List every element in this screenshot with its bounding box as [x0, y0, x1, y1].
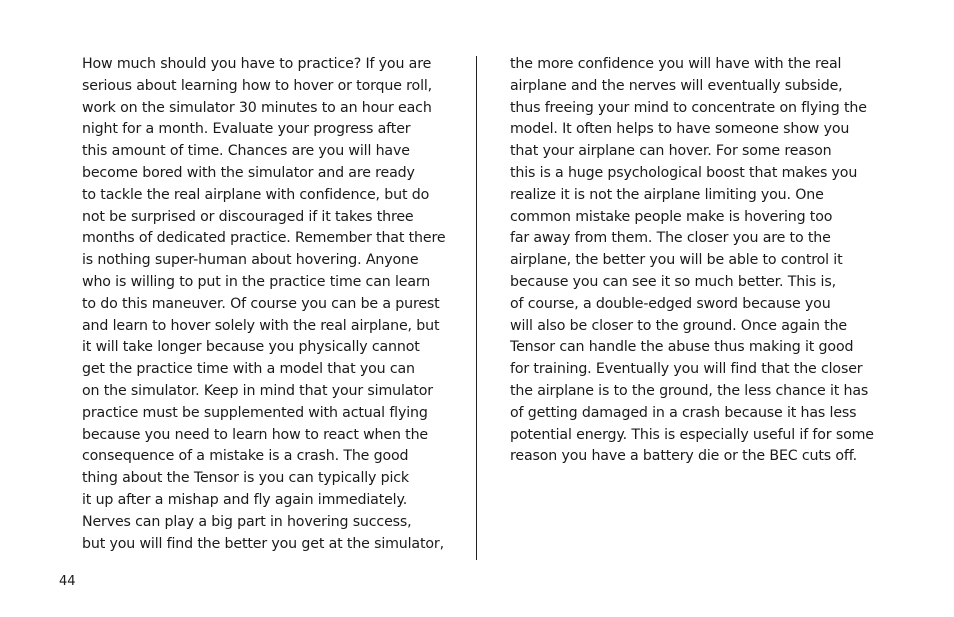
text-line: to tackle the real airplane with confidence, but do — [82, 186, 430, 203]
text-line: that your airplane can hover. For some reason — [510, 143, 832, 160]
text-line: it will take longer because you physically cannot — [82, 339, 420, 356]
text-line: the more confidence you will have with the real — [510, 56, 842, 72]
text-line: is nothing super-human about hovering. Anyone — [82, 252, 419, 269]
text-line: Nerves can play a big part in hovering success, — [82, 513, 412, 530]
text-line: but you will find the better you get at the simulator, — [82, 535, 444, 552]
text-line: on the simulator. Keep in mind that your simulator — [82, 382, 433, 399]
text-line: practice must be supplemented with actual flying — [82, 404, 428, 421]
text-line: Tensor can handle the abuse thus making it good — [510, 339, 854, 356]
left-text-column — [82, 54, 446, 555]
text-line: airplane, the better you will be able to control it — [510, 252, 843, 269]
text-line: How much should you have to practice? If you are — [82, 56, 432, 72]
text-line: airplane and the nerves will eventually subside, — [510, 77, 843, 94]
text-line: it up after a mishap and fly again immediately. — [82, 491, 408, 508]
right-text-column — [510, 54, 874, 468]
text-line: to do this maneuver. Of course you can be a purest — [82, 295, 440, 312]
text-line: become bored with the simulator and are ready — [82, 164, 415, 181]
text-line: thing about the Tensor is you can typically pick — [82, 470, 410, 487]
text-line: common mistake people make is hovering too — [510, 208, 833, 225]
text-line: of getting damaged in a crash because it has less — [510, 404, 857, 421]
text-line: the airplane is to the ground, the less chance it has — [510, 382, 869, 399]
text-line: will also be closer to the ground. Once again the — [510, 317, 848, 334]
column-divider — [476, 56, 477, 560]
text-line: model. It often helps to have someone show you — [510, 121, 850, 138]
text-line: months of dedicated practice. Remember that there — [82, 230, 446, 247]
text-line: thus freeing your mind to concentrate on flying the — [510, 99, 867, 116]
text-line: this is a huge psychological boost that makes you — [510, 164, 858, 181]
text-line: night for a month. Evaluate your progress after — [82, 121, 411, 138]
text-line: work on the simulator 30 minutes to an hour each — [82, 99, 432, 116]
page-number: 44 — [59, 574, 76, 589]
text-line: for training. Eventually you will find that the closer — [510, 361, 863, 378]
text-line: who is willing to put in the practice time can learn — [82, 273, 431, 290]
text-line: potential energy. This is especially useful if for some — [510, 426, 874, 443]
text-line: because you need to learn how to react when the — [82, 426, 429, 443]
text-line: not be surprised or discouraged if it takes three — [82, 208, 414, 225]
text-line: and learn to hover solely with the real airplane, but — [82, 317, 440, 334]
text-line: serious about learning how to hover or torque roll, — [82, 77, 433, 94]
text-line: this amount of time. Chances are you will have — [82, 143, 410, 160]
text-line: reason you have a battery die or the BEC cuts off. — [510, 448, 857, 465]
text-line: get the practice time with a model that you can — [82, 361, 415, 378]
text-line: realize it is not the airplane limiting you. One — [510, 186, 824, 203]
text-line: consequence of a mistake is a crash. The good — [82, 448, 409, 465]
text-line: of course, a double-edged sword because you — [510, 295, 831, 312]
text-line: because you can see it so much better. This is, — [510, 273, 836, 290]
text-line: far away from them. The closer you are to the — [510, 230, 831, 247]
